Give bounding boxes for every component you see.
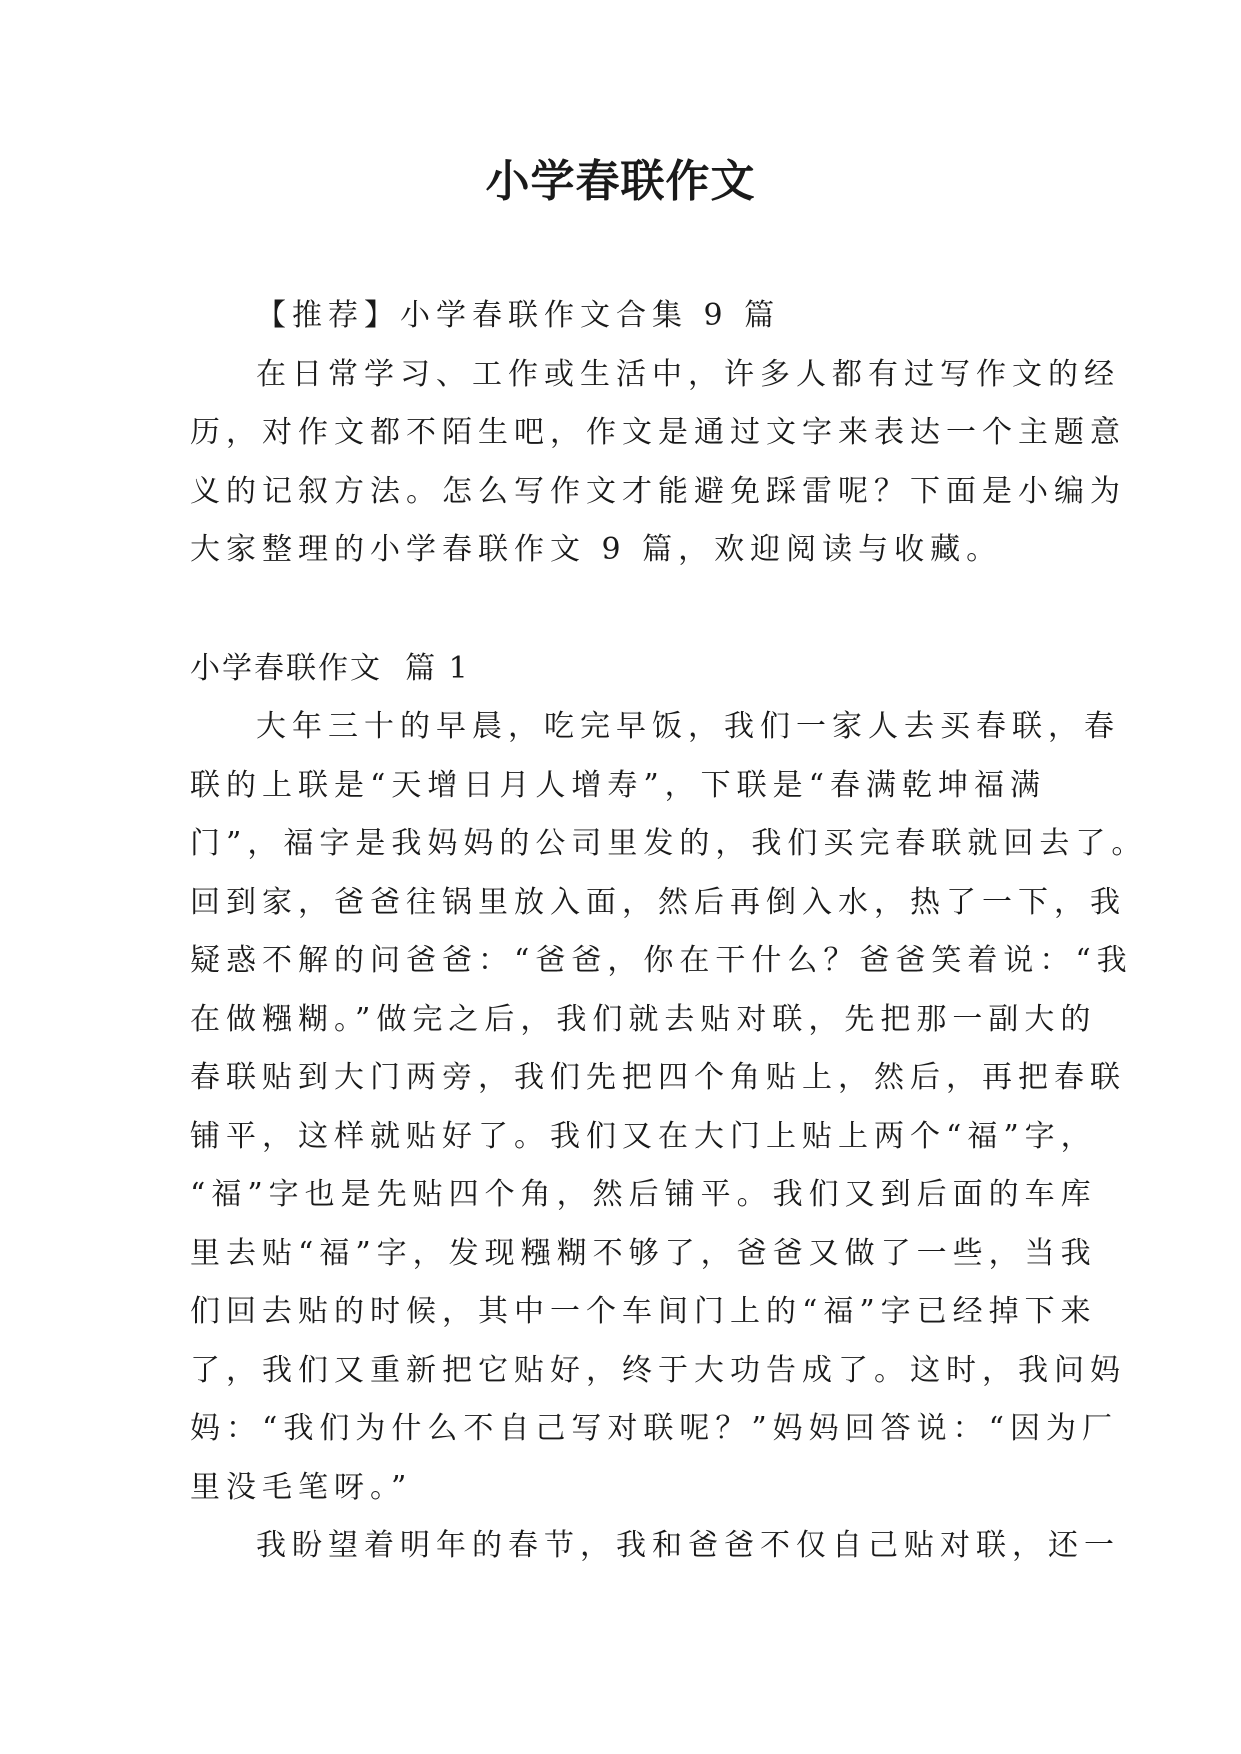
section-heading: 小学春联作文 篇 1 — [190, 650, 470, 686]
page-title: 小学春联作文 — [485, 156, 756, 207]
paragraph-line: 了，我们又重新把它贴好，终于大功告成了。这时，我问妈 — [190, 1352, 1126, 1388]
intro-line: 义的记叙方法。怎么写作文才能避免踩雷呢？下面是小编为 — [190, 473, 1126, 509]
paragraph-line: 大年三十的早晨，吃完早饭，我们一家人去买春联，春 — [256, 709, 1120, 744]
paragraph-line: 在做糨糊。”做完之后，我们就去贴对联，先把那一副大的 — [190, 1001, 1097, 1037]
paragraph-line: 铺平，这样就贴好了。我们又在大门上贴上两个“福”字， — [190, 1118, 1097, 1154]
paragraph-line: 我盼望着明年的春节，我和爸爸不仅自己贴对联，还一 — [256, 1528, 1120, 1563]
paragraph-line: 回到家，爸爸往锅里放入面，然后再倒入水，热了一下，我 — [190, 884, 1126, 920]
paragraph-line: 里没毛笔呀。” — [190, 1469, 413, 1505]
paragraph-line: 妈：“我们为什么不自己写对联呢？”妈妈回答说：“因为厂 — [190, 1411, 1119, 1446]
intro-line: 在日常学习、工作或生活中，许多人都有过写作文的经 — [256, 356, 1120, 392]
paragraph-line: 春联贴到大门两旁，我们先把四个角贴上，然后，再把春联 — [190, 1060, 1126, 1095]
paragraph-line: 联的上联是“天增日月人增寿”，下联是“春满乾坤福满 — [190, 767, 1047, 803]
recommend-line: 【推荐】小学春联作文合集 9 篇 — [256, 298, 781, 333]
paragraph-gap — [190, 580, 1050, 640]
intro-line: 大家整理的小学春联作文 9 篇，欢迎阅读与收藏。 — [190, 532, 1003, 567]
paragraph-line: 疑惑不解的问爸爸：“爸爸，你在干什么？爸爸笑着说：“我 — [190, 943, 1133, 978]
document-body — [190, 287, 1148, 1576]
paragraph-line: 门”，福字是我妈妈的公司里发的，我们买完春联就回去了。 — [190, 826, 1148, 861]
paragraph-line: 里去贴“福”字，发现糨糊不够了，爸爸又做了一些，当我 — [190, 1235, 1097, 1271]
paragraph-line: 们回去贴的时候，其中一个车间门上的“福”字已经掉下来 — [190, 1294, 1097, 1329]
intro-line: 历，对作文都不陌生吧，作文是通过文字来表达一个主题意 — [190, 415, 1126, 450]
paragraph-line: “福”字也是先贴四个角，然后铺平。我们又到后面的车库 — [190, 1177, 1097, 1212]
